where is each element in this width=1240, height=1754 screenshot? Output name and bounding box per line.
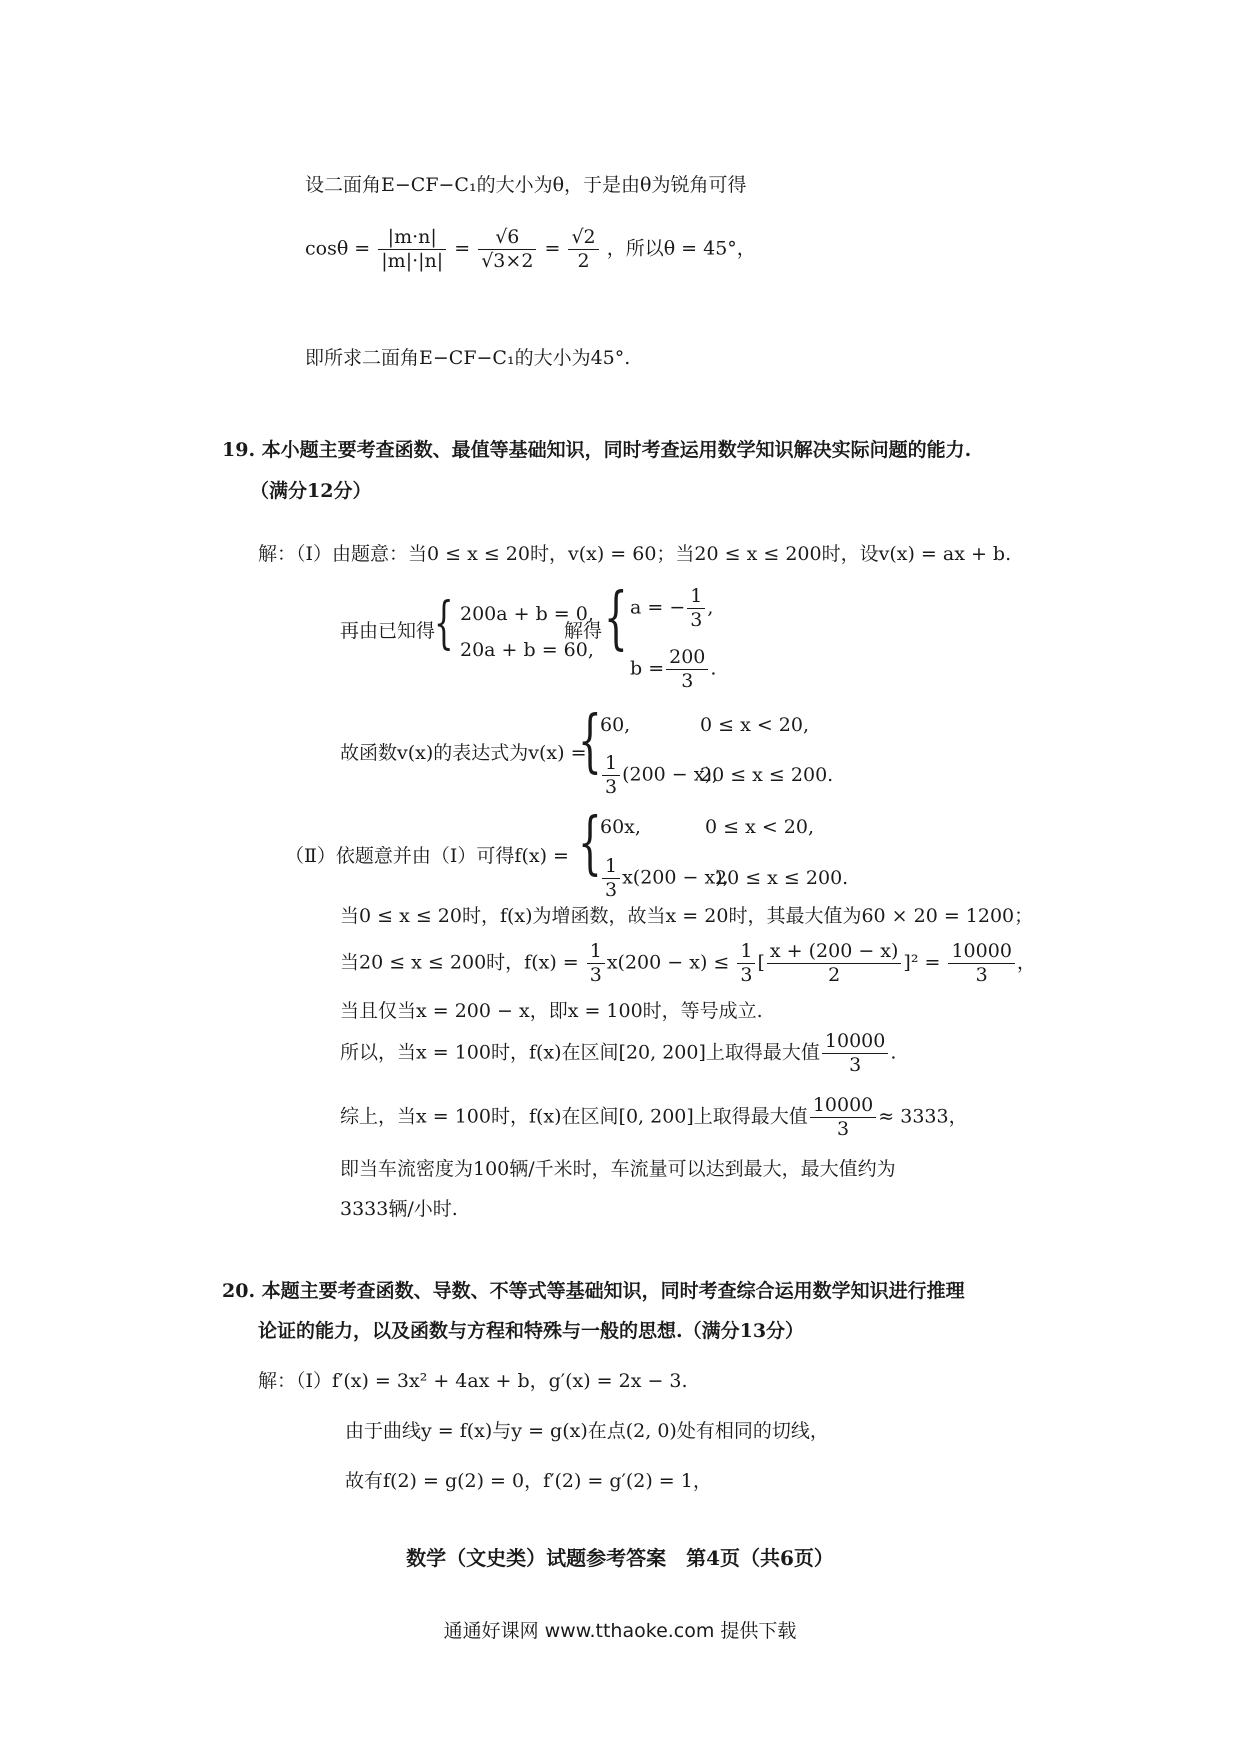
v-expression-intro: 故函数v(x)的表达式为v(x) =	[340, 742, 587, 764]
sec18-line1: 设二面角E−CF−C₁的大小为θ，于是由θ为锐角可得	[305, 174, 747, 196]
cos-tail: ，所以θ = 45°，	[606, 237, 756, 260]
f-expression-intro: （Ⅱ）依题意并由（Ⅰ）可得f(x) =	[285, 845, 569, 867]
v-brace: {	[578, 702, 602, 781]
f-case-1: 60x,	[600, 816, 641, 838]
q19-line-5: 综上，当x = 100时，f(x)在区间[0, 200]上取得最大值 $\frac{10000}{3}$ ≈ 3333，	[340, 1094, 968, 1140]
q20-line-3: 故有f(2) = g(2) = 0，f′(2) = g′(2) = 1，	[345, 1470, 712, 1492]
q19-line-3: 当且仅当x = 200 − x，即x = 100时，等号成立.	[340, 1000, 763, 1022]
download-note: 通通好课网 www.tthaoke.com 提供下载	[443, 1620, 797, 1642]
v-case-2: $\frac{1}{3}$ (200 − x),	[600, 754, 718, 797]
q19-line-1: 当0 ≤ x ≤ 20时，f(x)为增函数，故当x = 20时，其最大值为60 × 20 = 1200；	[340, 905, 1034, 927]
cos-frac-3: $\frac{√2}{2}$	[568, 228, 598, 271]
sec18-cos-formula: cosθ = $\frac{|m\cdot n|}{|m|\cdot|n|}$ = $\frac{√6}{√3\times 2}$ = $\frac{√2}{2}$ ，所以θ = 45°，	[305, 226, 756, 272]
q19-line-2: 当20 ≤ x ≤ 200时，f(x) = $\frac{1}{3}$ x(200 − x) ≤ $\frac{1}{3}$ [ $\frac{x + (200 - x)}{2}$ ]² = $\frac{10000}{3}$ ，	[340, 940, 1036, 986]
cos-frac-2: $\frac{√6}{√3\times 2}$	[478, 228, 536, 271]
system-eq-1: 200a + b = 0,	[460, 603, 594, 625]
page-footer: 数学（文史类）试题参考答案 第4页（共6页）	[406, 1546, 834, 1570]
q20-line-2: 由于曲线y = f(x)与y = g(x)在点(2, 0)处有相同的切线，	[345, 1420, 829, 1442]
system-brace: {	[434, 591, 454, 656]
q19-line-6: 即当车流密度为100辆/千米时，车流量可以达到最大，最大值约为	[340, 1158, 896, 1180]
f-case-2-cond: 20 ≤ x ≤ 200.	[715, 867, 849, 889]
f-brace: {	[578, 804, 602, 883]
solution-brace: {	[604, 579, 628, 658]
q19-system-intro: 再由已知得	[340, 620, 436, 642]
f-case-2: $\frac{1}{3}$ x(200 − x),	[600, 857, 729, 900]
q19-heading-1: 19. 本小题主要考查函数、最值等基础知识，同时考查运用数学知识解决实际问题的能力.	[222, 439, 972, 461]
v-case-1-cond: 0 ≤ x < 20,	[700, 714, 810, 736]
q20-heading-1: 20. 本题主要考查函数、导数、不等式等基础知识，同时考查综合运用数学知识进行推理	[222, 1280, 965, 1302]
q19-heading-2: （满分12分）	[250, 480, 372, 502]
q20-part1-line: 解：（Ⅰ）f′(x) = 3x² + 4ax + b，g′(x) = 2x − 3.	[258, 1370, 688, 1392]
cos-lhs: cosθ =	[305, 237, 371, 260]
system-eq-2: 20a + b = 60,	[460, 639, 594, 661]
sec18-line3: 即所求二面角E−CF−C₁的大小为45°.	[305, 347, 631, 369]
q19-line-4: 所以，当x = 100时，f(x)在区间[20, 200]上取得最大值 $\frac{10000}{3}$ .	[340, 1030, 897, 1076]
f-case-1-cond: 0 ≤ x < 20,	[705, 816, 815, 838]
q19-solution-intro: 解得	[564, 620, 603, 642]
q19-part1-line: 解：（Ⅰ）由题意：当0 ≤ x ≤ 20时，v(x) = 60；当20 ≤ x ≤ 200时，设v(x) = ax + b.	[258, 543, 1012, 565]
solution-b: b = $\frac{200}{3}$ .	[630, 646, 717, 692]
q20-heading-2: 论证的能力，以及函数与方程和特殊与一般的思想.（满分13分）	[258, 1320, 805, 1342]
cos-frac-1: $\frac{|m\cdot n|}{|m|\cdot|n|}$	[378, 228, 446, 271]
solution-a: a = − $\frac{1}{3}$ ,	[630, 585, 714, 631]
q19-line-7: 3333辆/小时.	[340, 1198, 458, 1220]
v-case-1: 60,	[600, 714, 631, 736]
v-case-2-cond: 20 ≤ x ≤ 200.	[700, 764, 834, 786]
